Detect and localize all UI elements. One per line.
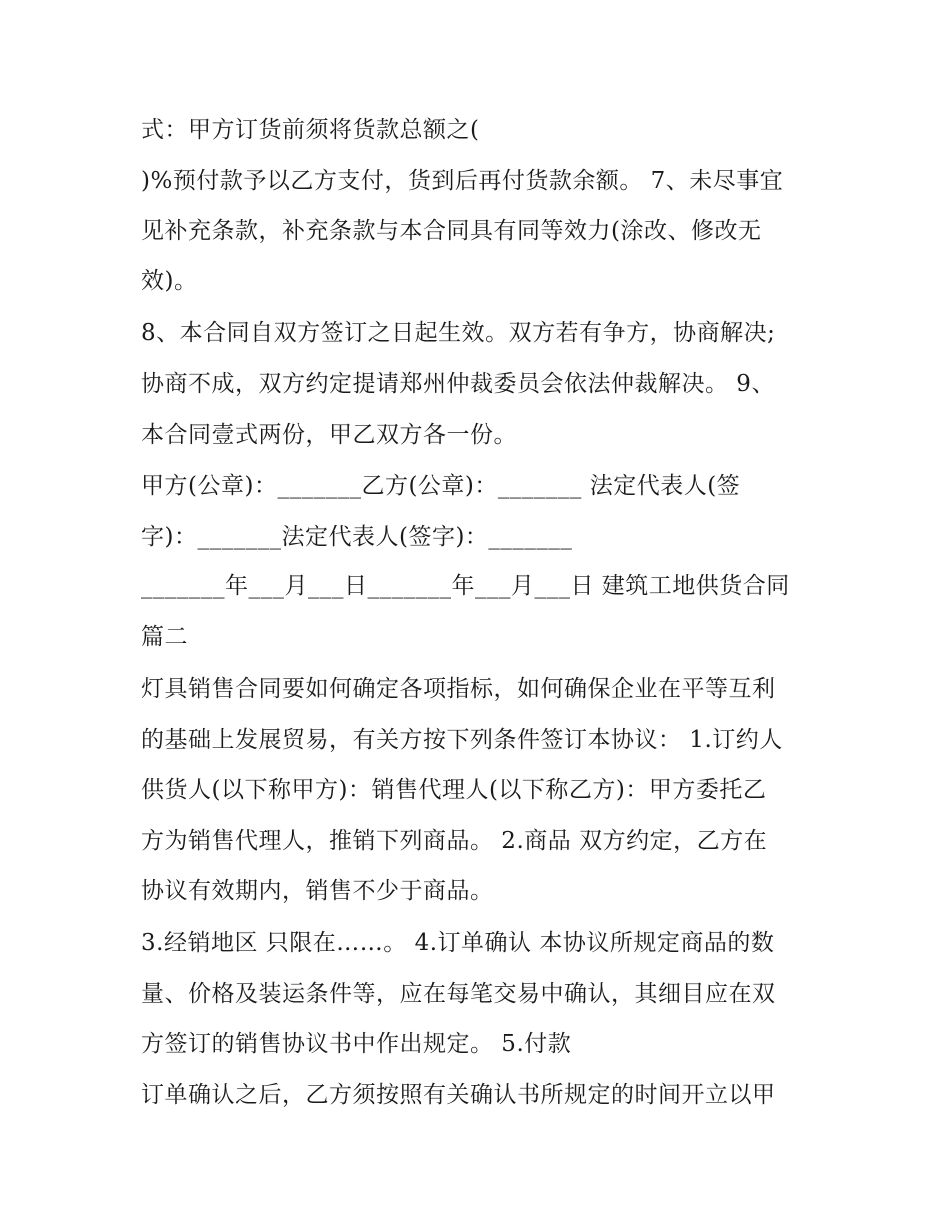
text-line-16: 协议有效期内，销售不少于商品。 xyxy=(141,878,494,904)
text-line-2: )%预付款予以乙方支付，货到后再付货款余额。 7、未尽事宜 xyxy=(141,168,784,194)
text-line-14: 供货人(以下称甲方)：销售代理人(以下称乙方)：甲方委托乙 xyxy=(141,777,767,803)
text-line-18: 量、价格及装运条件等，应在每笔交易中确认，其细目应在双 xyxy=(141,981,776,1007)
text-line-15: 方为销售代理人，推销下列商品。 2.商品 双方约定，乙方在 xyxy=(141,828,768,854)
text-line-4: 效)。 xyxy=(141,268,198,294)
text-line-9: 字)：_______法定代表人(签字)：_______ xyxy=(141,524,573,550)
text-line-19: 方签订的销售协议书中作出规定。 5.付款 xyxy=(141,1031,572,1057)
text-line-3: 见补充条款，补充条款与本合同具有同等效力(涂改、修改无 xyxy=(141,218,762,244)
text-line-13: 的基础上发展贸易，有关方按下列条件签订本协议： 1.订约人 xyxy=(141,727,783,753)
text-line-17: 3.经销地区 只限在……。 4.订单确认 本协议所规定商品的数 xyxy=(141,930,775,956)
text-line-8: 甲方(公章)：_______乙方(公章)：_______ 法定代表人(签 xyxy=(141,473,741,499)
text-line-6: 协商不成，双方约定提请郑州仲裁委员会依法仲裁解决。 9、 xyxy=(141,371,775,397)
text-line-5: 8、本合同自双方签订之日起生效。双方若有争方，协商解决; xyxy=(141,320,776,346)
text-line-20: 订单确认之后，乙方须按照有关确认书所规定的时间开立以甲 xyxy=(141,1082,776,1108)
text-line-12: 灯具销售合同要如何确定各项指标，如何确保企业在平等互利 xyxy=(141,676,776,702)
text-line-10: _______年___月___日_______年___月___日 建筑工地供货合同 xyxy=(141,573,790,599)
text-line-11: 篇二 xyxy=(141,624,188,650)
text-line-7: 本合同壹式两份，甲乙双方各一份。 xyxy=(141,422,517,448)
text-line-1: 式：甲方订货前须将货款总额之( xyxy=(141,117,480,143)
